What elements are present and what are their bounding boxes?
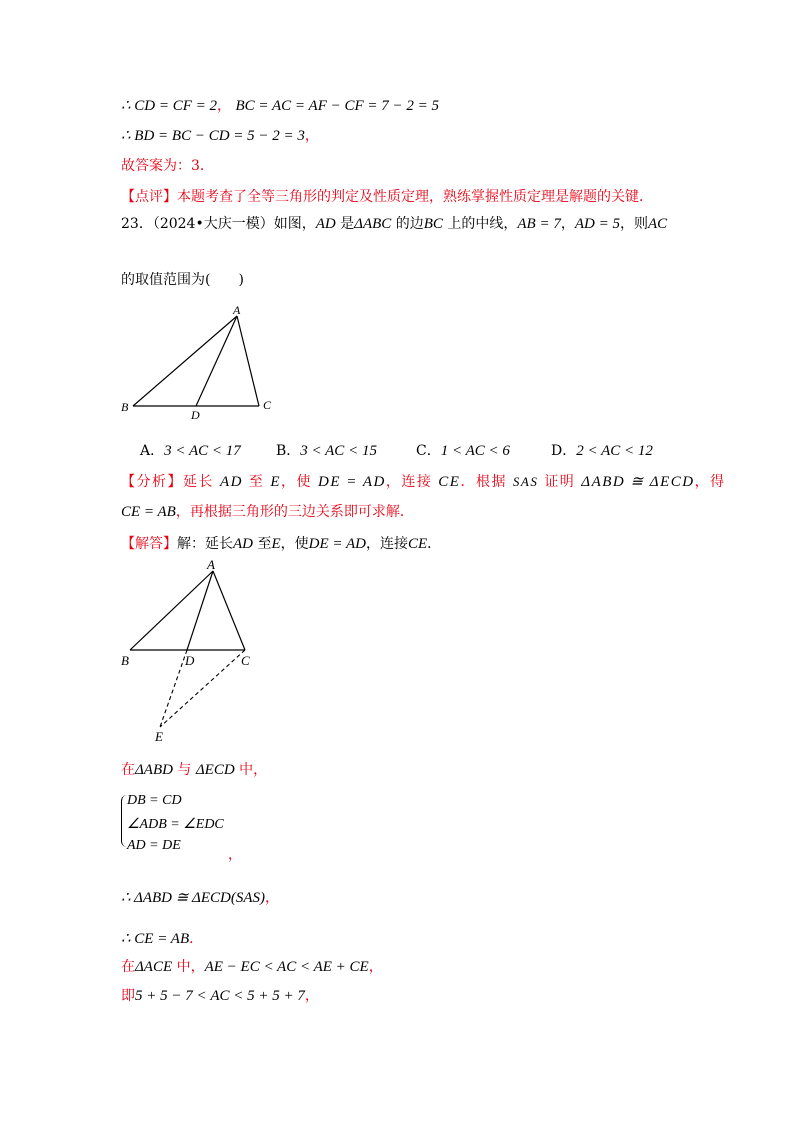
math-triangle: ΔABC [354,216,392,232]
math-congruent-sas: ∴ ΔABD ≅ ΔECD(SAS) [121,890,266,906]
question-text: 的取值范围为 [121,272,205,288]
label-b: B [121,653,129,668]
math-congruence: ΔABD ≅ ΔECD [581,474,695,490]
label-e: E [155,729,163,744]
analysis-text: ，再根据三角形的三边关系即可求解． [175,504,414,520]
option-letter: B． [276,443,301,459]
solution-text: 至 [257,536,272,552]
question-line-2 [121,270,244,290]
option-letter: D． [551,443,577,459]
math-inequality: AE − EC < AC < AE + CE [204,959,369,975]
math-ce: CE [438,474,461,490]
math-ab: AB = 7 [517,216,561,232]
therefore-ce-ab [121,929,203,949]
question-text: 的边 [395,216,424,232]
proof-text: 在 [121,762,135,778]
proof-intro [121,760,267,780]
proof-text: 中， [176,959,205,975]
proof-text: 中， [239,762,268,778]
math-ad: AD [219,474,243,490]
question-line-1 [121,214,667,234]
system-row: ∠ADB = ∠EDC [127,817,224,832]
math-bc: BC [423,216,443,232]
math-triangle-abd: ΔABD [135,762,173,778]
label-d: D [185,653,195,668]
analysis-text: ，使 [281,474,313,490]
math-triangle-ecd: ΔECD [195,762,235,778]
math-bd: ∴ BD = BC − CD = 5 − 2 = 3 [121,128,305,144]
label-a: A [207,557,215,572]
system-row: DB = CD [127,793,182,808]
question-text: 上的中线， [447,216,518,232]
comment-line: 【点评】本题考查了全等三角形的判定及性质定理，熟练掌握性质定理是解题的关键． [121,189,653,205]
analysis-text: ．根据 [460,474,507,490]
segment-ac [213,571,245,650]
math-ce-ab: ∴ CE = AB [121,931,190,947]
math-ad-value: AD = 5 [574,216,620,232]
triangle-inequality [121,957,383,977]
solution-line-1 [121,534,441,554]
separator: ． [189,931,204,947]
label-b: B [121,400,129,414]
question-text: 如图， [273,216,316,232]
label-c: C [241,653,250,668]
math-de-ad: DE = AD [317,474,386,490]
option-d[interactable] [551,440,653,460]
option-c[interactable] [416,440,510,460]
question-text: 是 [340,216,355,232]
analysis-text: ，得 [694,474,726,490]
proof-text: 与 [177,762,192,778]
option-b[interactable] [276,440,377,460]
system-end: ， [228,847,242,863]
analysis-line-2 [121,502,414,522]
option-text: 2 < AC < 12 [576,443,653,459]
math-e: E [270,474,282,490]
analysis-text: 证明 [544,474,576,490]
segment-ac [237,316,259,406]
math-triangle-ace: ΔACE [135,959,173,975]
solution-text: 解：延长 [177,536,233,552]
option-letter: C． [416,443,441,459]
separator: ， [304,128,319,144]
math-e: E [271,536,281,552]
math-ad: AD [315,216,336,232]
line-1 [121,96,439,116]
solution-text: ． [427,536,442,552]
option-text: 3 < AC < 17 [164,443,241,459]
option-a[interactable] [140,440,241,460]
numeric-inequality [121,986,319,1006]
system-row: AD = DE [127,838,181,853]
separator: ， [560,216,575,232]
math-ce-ab: CE = AB [121,504,176,520]
answer-line: 故答案为：3． [121,158,214,174]
therefore-congruent [121,888,279,908]
separator: ， [368,959,383,975]
solution-tag: 【解答】 [121,536,177,552]
math-sas: SAS [512,474,539,489]
math-ad: AD [233,536,253,552]
proof-text: 在 [121,959,135,975]
solution-text: ，使 [280,536,309,552]
label-a: A [233,303,241,317]
segment-ad [196,316,237,406]
option-letter: A． [140,443,165,459]
separator: ， [304,988,319,1004]
figure-triangle-abc [115,300,285,420]
figure-extended-triangle [115,555,265,750]
question-number: 23． [121,216,153,232]
question-source: （2024•大庆一模） [152,216,274,232]
solution-text: ，连接 [365,536,408,552]
math-numeric-inequality: 5 + 5 − 7 < AC < 5 + 5 + 7 [135,988,305,1004]
analysis-tag: 【分析】 [121,474,183,490]
option-text: 1 < AC < 6 [440,443,510,459]
segment-de-dashed [160,650,187,727]
proof-text: 即 [121,988,135,1004]
label-d: D [191,408,200,420]
analysis-text: 延长 [183,474,214,490]
math-ac: AC [647,216,668,232]
math-de-ad: DE = AD [308,536,366,552]
line-2 [121,126,319,146]
separator: ， [217,98,232,114]
math-ce: CE [407,536,428,552]
question-text: ，则 [619,216,648,232]
segment-ce-dashed [160,650,245,727]
math-bc-ac: BC = AC = AF − CF = 7 − 2 = 5 [235,98,440,114]
separator: ， [265,890,280,906]
analysis-text: 至 [248,474,265,490]
answer-blank: ( ) [205,272,244,288]
analysis-line-1 [121,472,726,492]
math-cd-cf: ∴ CD = CF = 2 [121,98,218,114]
segment-ab [133,316,237,406]
analysis-text: ，连接 [385,474,433,490]
option-text: 3 < AC < 15 [300,443,377,459]
label-c: C [263,398,272,412]
